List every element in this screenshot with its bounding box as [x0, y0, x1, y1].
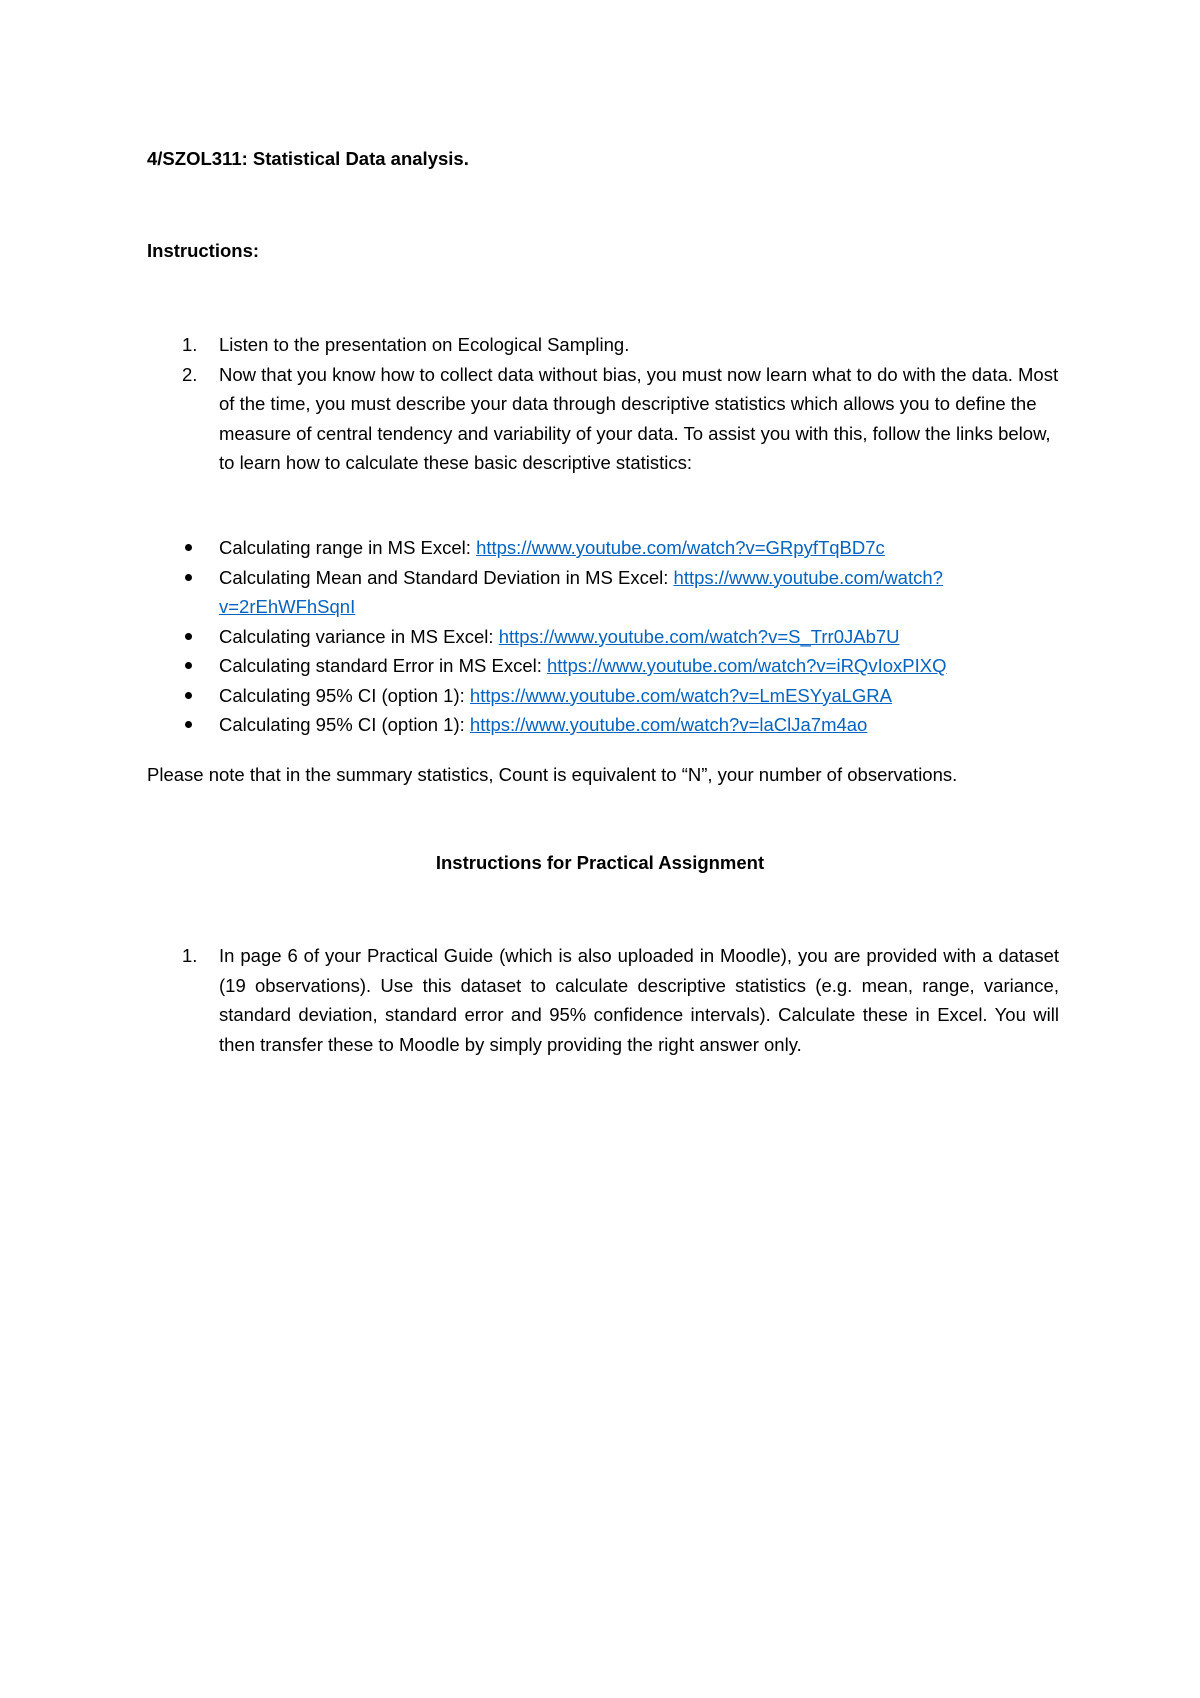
practical-list — [147, 941, 1059, 1059]
list-item — [147, 360, 1067, 478]
link-label: Calculating range in MS Excel: — [219, 537, 477, 558]
list-item-text: Now that you know how to collect data without bias, you must now learn what to do with the data. Most of the time, you must describe your data through descriptive statistics which allows you to define the measure of central tendency and variability of your data. To assist you with this, follow the links below, to learn how to calculate these basic descriptive statistics: — [219, 363, 1059, 473]
practical-heading: Instructions for Practical Assignment — [435, 852, 765, 873]
list-number: 1. — [182, 334, 198, 355]
document-title: 4/SZOL311: Statistical Data analysis. — [147, 148, 469, 169]
list-item — [147, 941, 1059, 1059]
list-number: 2. — [182, 363, 198, 385]
link-label: Calculating variance in MS Excel: — [219, 625, 499, 647]
list-item — [147, 681, 1067, 711]
youtube-link[interactable]: https://www.youtube.com/watch?v=S_Trr0JAb7U — [498, 625, 900, 647]
list-item — [147, 622, 1067, 652]
bullet-icon — [185, 692, 192, 699]
instructions-list — [147, 330, 1067, 478]
youtube-link[interactable]: https://www.youtube.com/watch?v=laClJa7m4ao — [469, 714, 868, 735]
youtube-link[interactable]: https://www.youtube.com/watch?v=LmESYyaLGRA — [469, 684, 893, 706]
bullet-icon — [185, 662, 192, 669]
bullet-icon — [185, 544, 192, 551]
list-item-text: Listen to the presentation on Ecological Sampling. — [219, 334, 630, 355]
list-item — [147, 651, 1067, 681]
instructions-heading: Instructions: — [147, 240, 260, 261]
bullet-icon — [185, 633, 192, 640]
youtube-link[interactable]: https://www.youtube.com/watch?v=GRpyfTqBD7c — [476, 537, 885, 558]
bullet-icon — [185, 721, 192, 728]
link-label: Calculating 95% CI (option 1): — [219, 714, 470, 735]
list-item — [147, 330, 1067, 360]
link-label: Calculating Mean and Standard Deviation in MS Excel: — [219, 566, 674, 588]
list-item — [147, 563, 1067, 622]
youtube-link[interactable]: https://www.youtube.com/watch?v=iRQvIoxPIXQ — [547, 655, 947, 676]
video-links-list — [147, 533, 1067, 740]
link-label: Calculating standard Error in MS Excel: — [219, 655, 547, 676]
list-number: 1. — [182, 945, 198, 966]
youtube-link[interactable]: https://www.youtube.com/watch?v=2rEhWFhSqnI — [219, 566, 943, 617]
list-item — [147, 710, 1067, 740]
link-label: Calculating 95% CI (option 1): — [219, 684, 470, 706]
summary-note: Please note that in the summary statistics, Count is equivalent to “N”, your number of observations. — [147, 764, 958, 785]
list-item — [147, 533, 1067, 563]
list-item-text: In page 6 of your Practical Guide (which is also uploaded in Moodle), you are provided with a dataset (19 observations). Use this dataset to calculate descriptive statistics (e.g. mean, range, variance, standard deviation, standard error and 95% confidence intervals). Calculate these in Excel. You will then transfer these to Moodle by simply providing the right answer only. — [219, 945, 1059, 1055]
bullet-icon — [185, 574, 192, 581]
